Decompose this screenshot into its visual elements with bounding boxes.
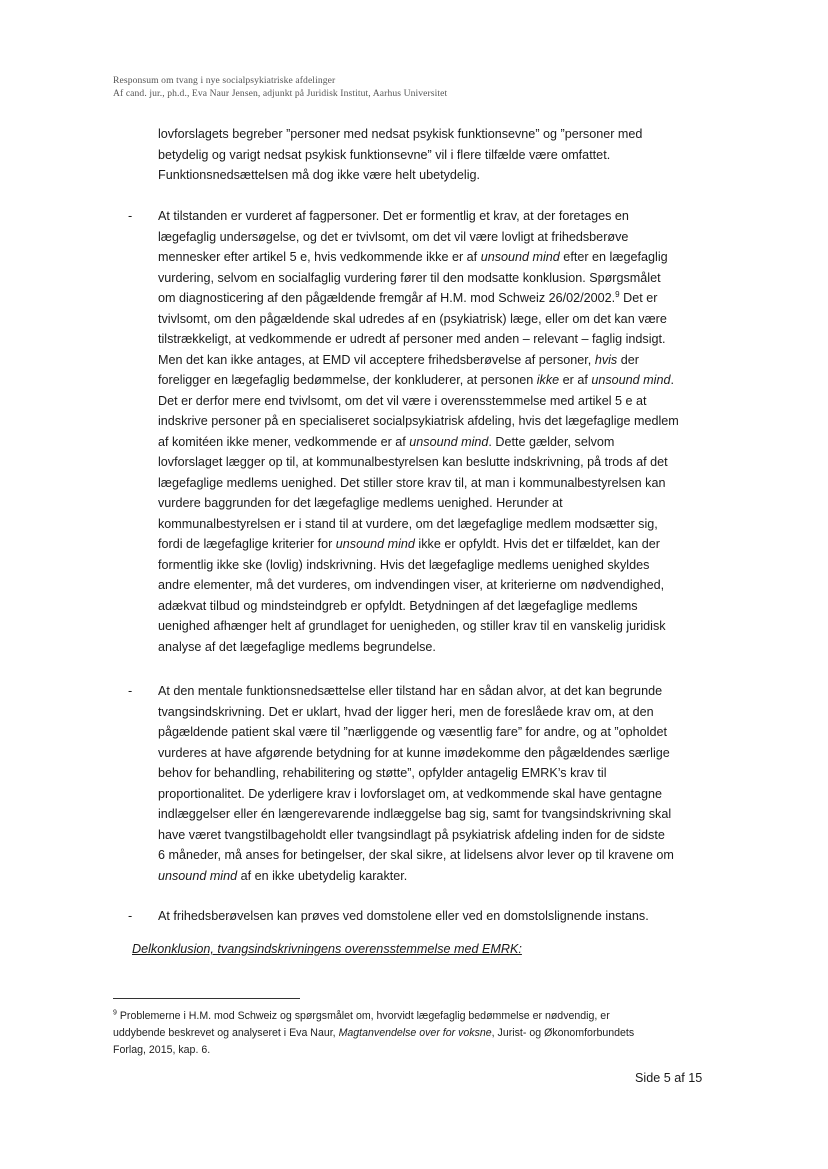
text-line: 6 måneder, må anses for betingelser, der skal sikre, at lidelsens alvor lever op til kravene om (158, 848, 674, 862)
running-header (113, 74, 447, 100)
text-line: lægefaglige medlems uenighed. Det stiller store krav til, at man i kommunalbestyrelsen kan (158, 475, 666, 490)
section-subheading: Delkonklusion, tvangsindskrivningens overensstemmelse med EMRK: (132, 942, 522, 956)
bullet-text (158, 681, 718, 886)
text-line: vurderes at have afgørende betydning for at kunne imødekomme den pågældendes særlige (158, 745, 670, 760)
text-line: foreligger en lægefaglig bedømmelse, der konkluderer, at personen ikke er af unsound mind. (158, 373, 674, 387)
footnote-divider (113, 998, 300, 999)
bullet-text (158, 206, 718, 657)
footnote-line: uddybende beskrevet og analyseret i Eva Naur, Magtanvendelse over for voksne, Jurist- og Økonomforbundets (113, 1027, 635, 1039)
text-line: have været tvangstilbageholdt eller tvangsindlagt på psykiatrisk afdeling inden for de sidste (158, 827, 665, 842)
text-line: Men det kan ikke antages, at EMD vil acceptere frihedsberøvelse af personer, hvis der (158, 352, 639, 367)
text-line: tilstrækkeligt, at vedkommende er udredt af personer med anden – relevant – faglig indsigt. (158, 332, 666, 346)
footnote-line: $^9$ Problemerne i H.M. mod Schweiz og spørgsmålet om, hvorvidt lægefaglig bedømmelse er nødvendig, er (113, 1009, 610, 1022)
text-line: unsound mind af en ikke ubetydelig karakter. (158, 868, 408, 883)
text-line: indlæggelser eller én længerevarende indlæggelse bag sig, samt for tvangsindskrivning skal (158, 807, 672, 821)
intro-paragraph (158, 124, 718, 186)
text-line: fordi de lægefaglige kriterier for unsound mind ikke er opfyldt. Hvis det er tilfældet, kan der (158, 537, 660, 551)
bullet-item (128, 681, 718, 886)
footnote-line: Forlag, 2015, kap. 6. (113, 1044, 211, 1056)
text-line: kommunalbestyrelsen er i stand til at vurdere, om det lægefaglige medlem modsætter sig, (158, 516, 658, 531)
bullet-dash: - (128, 684, 133, 698)
text-line: lovforslaget lægger op til, at kommunalbestyrelsen kan beslutte indskrivning, på trods af det (158, 455, 668, 469)
bullet-dash: - (128, 209, 133, 223)
text-line: tvangsindskrivning. Det er uklart, hvad der ligger heri, men de foreslåede krav om, at den (158, 704, 654, 719)
text-line: proportionalitet. De yderligere krav i lovforslaget om, at vedkommende skal have gentagne (158, 786, 663, 801)
text-line: Funktionsnedsættelsen må dog ikke være helt ubetydelig. (158, 168, 481, 182)
text-line: Det er derfor mere end tvivlsomt, om det vil være i overensstemmelse med artikel 5 e at (158, 393, 647, 408)
text-line: tvivlsomt, om den pågældende skal udredes af en (psykiatrisk) læge, eller om det kan være (158, 311, 667, 326)
text-line: betydelig og varigt nedsat psykisk funktionsevne” vil i flere tilfælde være omfattet. (158, 147, 611, 162)
footnote-number: 9 (113, 1009, 117, 1017)
text-line: pågældende patient skal være til ”nærliggende og væsentlig fare” for andre, og at ”opholdet (158, 725, 667, 739)
bullet-text (158, 906, 718, 927)
text-line: At frihedsberøvelsen kan prøves ved domstolene eller ved en domstolslignende instans. (158, 909, 649, 923)
header-title: Responsum om tvang i nye socialpsykiatriske afdelinger (113, 75, 336, 86)
bullet-dash: - (128, 909, 133, 923)
text-line: lovforslagets begreber ”personer med nedsat psykisk funktionsevne” og ”personer med (158, 127, 643, 141)
header-author: Af cand. jur., ph.d., Eva Naur Jensen, adjunkt på Juridisk Institut, Aarhus Universitet (113, 88, 448, 99)
text-line: At den mentale funktionsnedsættelse eller tilstand har en sådan alvor, at det kan begrunde (158, 684, 663, 698)
text-line: andre elementer, må det vurderes, om indvendingen viser, at kriterierne om nødvendighed, (158, 578, 665, 592)
text-line: om diagnosticering af den pågældende fremgår af H.M. mod Schweiz 26/02/2002.$^9$ Det er (158, 289, 658, 305)
text-line: uenighed afhænger helt af grundlaget for uenigheden, og stiller krav til en vanskelig juridisk (158, 619, 666, 633)
page-number: Side 5 af 15 (635, 1071, 703, 1085)
text-line: mennesker efter artikel 5 e, hvis vedkommende ikke er af unsound mind efter en lægefaglig (158, 250, 668, 264)
bullet-item (128, 206, 718, 657)
bullet-item (128, 906, 718, 927)
text-line: lægefaglig undersøgelse, og det er tvivlsomt, om det vil være lovligt at frihedsberøve (158, 229, 629, 244)
footnote (113, 1008, 713, 1059)
text-line: At tilstanden er vurderet af fagpersoner. Det er formentlig et krav, at der foretages en (158, 209, 629, 223)
text-line: af komitéen ikke mener, vedkommende er af unsound mind. Dette gælder, selvom (158, 434, 615, 449)
text-line: vurdering, selvom en socialfaglig vurdering fører til den modsatte konklusion. Spørgsmålet (158, 270, 661, 285)
text-line: vurdere baggrunden for det lægefaglige medlems uenighed. Herunder at (158, 496, 563, 510)
text-line: behov for behandling, rehabilitering og støtte”, opfylder antagelig EMRK’s krav til (158, 766, 607, 780)
text-line: analyse af det lægefaglige medlems begrundelse. (158, 639, 436, 654)
text-line: indskrive personer på en specialiseret socialpsykiatrisk afdeling, hvis det lægefaglige medlem (158, 414, 679, 428)
text-line: formentlig ikke ske (lovlig) indskrivning. Hvis det lægefaglige medlems uenighed skyldes (158, 557, 650, 572)
text-line: adækvat tilbud og mindsteindgreb er opfyldt. Betydningen af det lægefaglige medlems (158, 598, 638, 613)
